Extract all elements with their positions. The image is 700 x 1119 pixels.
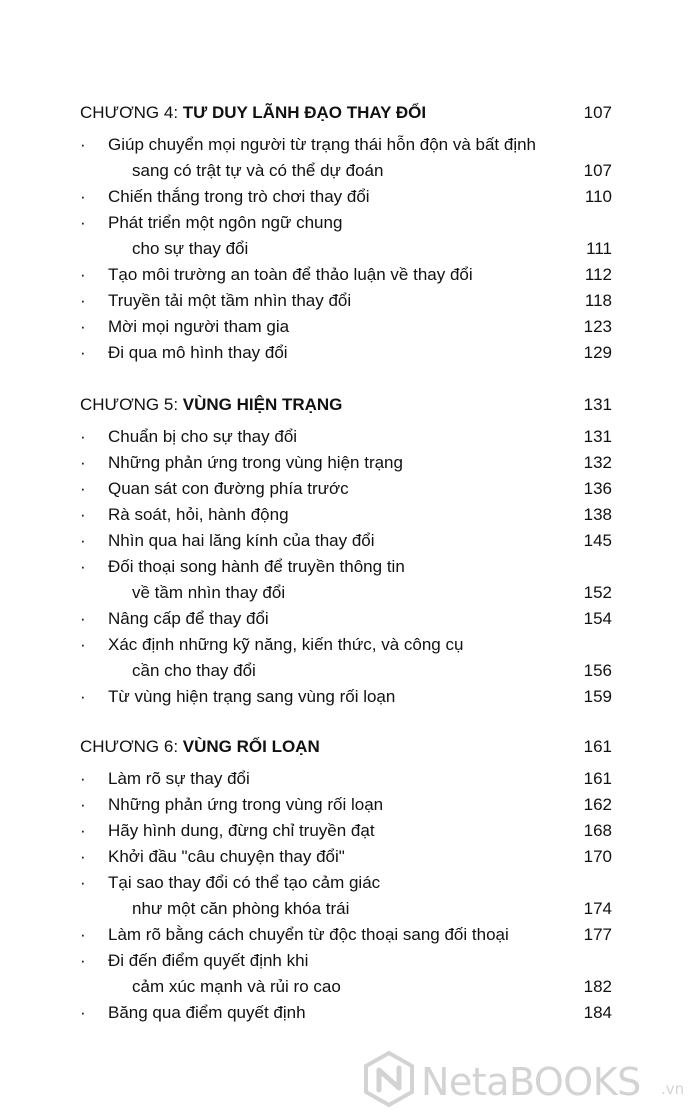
netabooks-logo-icon — [362, 1050, 416, 1108]
toc-line — [80, 580, 612, 606]
toc-line — [80, 922, 612, 948]
toc-page-number: 161 — [583, 769, 612, 788]
toc-line — [80, 502, 612, 528]
toc-page-number: 170 — [583, 847, 612, 866]
toc-page-number: 174 — [583, 899, 612, 918]
toc-entry-text: Từ vùng hiện trạng sang vùng rối loạn — [108, 687, 396, 706]
bullet-icon: · — [80, 769, 86, 788]
toc-entry-text: Đi qua mô hình thay đổi — [108, 343, 288, 362]
chapter-title: VÙNG RỐI LOẠN — [182, 737, 320, 756]
toc-line — [80, 844, 612, 870]
toc-entry-text: Tạo môi trường an toàn để thảo luận về thay đổi — [108, 265, 473, 284]
bullet-icon: · — [80, 531, 86, 550]
toc-page-number: 156 — [583, 661, 612, 680]
toc-entry-text: Làm rõ sự thay đổi — [108, 769, 250, 788]
toc-line — [80, 158, 612, 184]
toc-line — [80, 236, 612, 262]
toc-line — [80, 818, 612, 844]
toc-page-number: 152 — [583, 583, 612, 602]
watermark-text: NetaBOOKS — [421, 1060, 641, 1104]
toc-page-number: 136 — [583, 479, 612, 498]
toc-entry-text: Khởi đầu "câu chuyện thay đổi" — [108, 847, 345, 866]
toc-entry-text: Rà soát, hỏi, hành động — [108, 505, 289, 524]
toc-line — [80, 974, 612, 1000]
toc-entry-text: Đi đến điểm quyết định khi — [108, 951, 309, 970]
toc-page-number: 145 — [583, 531, 612, 550]
netabooks-watermark — [356, 1040, 700, 1119]
toc-line — [80, 528, 612, 554]
toc-line — [80, 684, 612, 710]
toc-line — [80, 792, 612, 818]
bullet-icon: · — [80, 453, 86, 472]
chapter-title: VÙNG HIỆN TRẠNG — [182, 395, 343, 414]
bullet-icon: · — [80, 635, 86, 654]
toc-entry-text: Mời mọi người tham gia — [108, 317, 290, 336]
chapter-title: TƯ DUY LÃNH ĐẠO THAY ĐỔI — [182, 103, 427, 122]
toc-entry-text: Phát triển một ngôn ngữ chung — [108, 213, 343, 232]
bullet-icon: · — [80, 925, 86, 944]
chapter-heading — [80, 734, 612, 760]
toc-page-number: 131 — [583, 427, 612, 446]
toc-entry-continuation: cho sự thay đổi — [132, 239, 249, 258]
toc-page-number: 132 — [583, 453, 612, 472]
toc-page-number: 111 — [586, 239, 612, 258]
chapter-4 — [80, 100, 612, 366]
toc-entry-continuation: về tầm nhìn thay đổi — [132, 583, 286, 602]
toc-entry-text: Truyền tải một tầm nhìn thay đổi — [108, 291, 352, 310]
bullet-icon: · — [80, 557, 86, 576]
toc-entry-text: Những phản ứng trong vùng rối loạn — [108, 795, 384, 814]
toc-page-number: 123 — [583, 317, 612, 336]
toc-entry-continuation: cần cho thay đổi — [132, 661, 256, 680]
chapter-page-number: 107 — [583, 103, 612, 122]
toc-page-number: 118 — [584, 291, 612, 310]
toc-entry-text: Chiến thắng trong trò chơi thay đổi — [108, 187, 370, 206]
toc-line — [80, 1000, 612, 1026]
toc-line — [80, 632, 612, 658]
toc-page-number: 112 — [584, 265, 612, 284]
toc-line — [80, 424, 612, 450]
watermark-suffix: .vn — [661, 1080, 685, 1098]
toc-page-number: 154 — [583, 609, 612, 628]
toc-line — [80, 658, 612, 684]
bullet-icon: · — [80, 687, 86, 706]
bullet-icon: · — [80, 795, 86, 814]
toc-line — [80, 948, 612, 974]
toc-page-number: 129 — [583, 343, 612, 362]
chapter-heading — [80, 100, 612, 126]
toc-entry-text: Xác định những kỹ năng, kiến thức, và công cụ — [108, 635, 464, 654]
toc-line — [80, 606, 612, 632]
toc-entry-text: Hãy hình dung, đừng chỉ truyền đạt — [108, 821, 375, 840]
bullet-icon: · — [80, 427, 86, 446]
toc-line — [80, 132, 612, 158]
toc-page-number: 110 — [584, 187, 612, 206]
chapter-prefix: CHƯƠNG 6: — [80, 737, 183, 756]
toc-line — [80, 262, 612, 288]
toc-page-number: 168 — [583, 821, 612, 840]
toc-line — [80, 288, 612, 314]
toc-entry-continuation: cảm xúc mạnh và rủi ro cao — [132, 977, 341, 996]
toc-line — [80, 766, 612, 792]
chapter-6 — [80, 734, 612, 1026]
toc-line — [80, 314, 612, 340]
toc-entry-text: Chuẩn bị cho sự thay đổi — [108, 427, 298, 446]
toc-entry-text: Nâng cấp để thay đổi — [108, 609, 269, 628]
toc-entry-text: Đối thoại song hành để truyền thông tin — [108, 557, 405, 576]
bullet-icon: · — [80, 265, 86, 284]
chapter-prefix: CHƯƠNG 5: — [80, 395, 183, 414]
toc-entry-text: Những phản ứng trong vùng hiện trạng — [108, 453, 403, 472]
chapter-page-number: 161 — [583, 737, 612, 756]
chapter-page-number: 131 — [583, 395, 612, 414]
toc-line — [80, 554, 612, 580]
toc-page-number: 138 — [583, 505, 612, 524]
toc-page-number: 182 — [583, 977, 612, 996]
toc-line — [80, 870, 612, 896]
bullet-icon: · — [80, 847, 86, 866]
bullet-icon: · — [80, 479, 86, 498]
chapter-5 — [80, 392, 612, 710]
bullet-icon: · — [80, 1003, 86, 1022]
bullet-icon: · — [80, 213, 86, 232]
toc-entry-text: Nhìn qua hai lăng kính của thay đổi — [108, 531, 375, 550]
bullet-icon: · — [80, 317, 86, 336]
toc-entry-text: Quan sát con đường phía trước — [108, 479, 349, 498]
toc-line — [80, 210, 612, 236]
bullet-icon: · — [80, 291, 86, 310]
bullet-icon: · — [80, 187, 86, 206]
toc-entry-text: Tại sao thay đổi có thể tạo cảm giác — [108, 873, 381, 892]
toc-page-number: 107 — [583, 161, 612, 180]
toc-entry-text: Giúp chuyển mọi người từ trạng thái hỗn độn và bất định — [108, 135, 537, 154]
bullet-icon: · — [80, 951, 86, 970]
bullet-icon: · — [80, 343, 86, 362]
bullet-icon: · — [80, 873, 86, 892]
toc-line — [80, 450, 612, 476]
bullet-icon: · — [80, 135, 86, 154]
bullet-icon: · — [80, 821, 86, 840]
toc-page-number: 159 — [583, 687, 612, 706]
toc-line — [80, 184, 612, 210]
bullet-icon: · — [80, 609, 86, 628]
toc-entry-continuation: sang có trật tự và có thể dự đoán — [132, 161, 384, 180]
toc-entry-continuation: như một căn phòng khóa trái — [132, 899, 350, 918]
toc-line — [80, 340, 612, 366]
toc-line — [80, 896, 612, 922]
chapter-heading — [80, 392, 612, 418]
toc-page-number: 162 — [583, 795, 612, 814]
bullet-icon: · — [80, 505, 86, 524]
chapter-prefix: CHƯƠNG 4: — [80, 103, 183, 122]
toc-entry-text: Làm rõ bằng cách chuyển từ độc thoại sang đối thoại — [108, 925, 509, 944]
toc-page-number: 177 — [583, 925, 612, 944]
toc-entry-text: Băng qua điểm quyết định — [108, 1003, 306, 1022]
toc-page-number: 184 — [583, 1003, 612, 1022]
toc-line — [80, 476, 612, 502]
